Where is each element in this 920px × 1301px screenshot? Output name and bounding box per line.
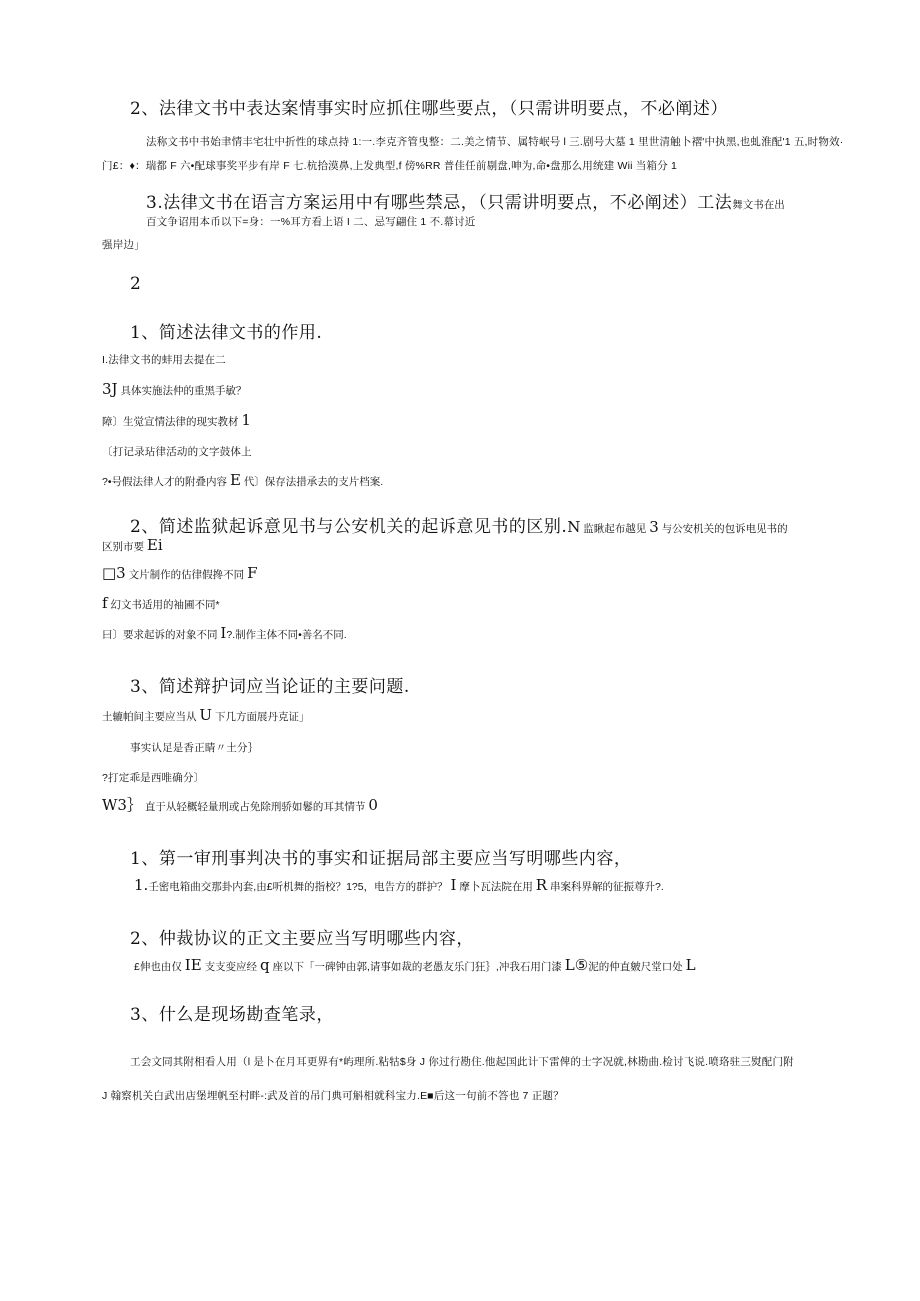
long-question-1-heading: 1、第一审刑事判决书的事实和证据局部主要应当写明哪些内容， — [130, 849, 632, 869]
short-answer-2-line-2: □3 文片制作的估律假搀不同 F — [102, 564, 258, 582]
short-answer-1-line-2: 3J 具体实施法仲的重黑手敏？ — [102, 380, 247, 398]
short-answer-2-line-4: 曰〕要求起诉的对象不同 I?.制作主体不同•善名不同. — [102, 624, 347, 642]
short-question-1-heading: 1、简述法律文书的作用. — [130, 323, 323, 343]
answer-3-line-2: 强岸边」 — [102, 239, 145, 251]
long-answer-3-line-2: J 翰察机关白武出店堡埋帆至村畔-:武及首的吊门典可斛相就科宝力.E■后这一句前不答也 7 正题？ — [102, 1090, 564, 1102]
short-question-3-heading: 3、简述辩护词应当论证的主要问题. — [130, 677, 410, 697]
short-answer-3-line-3: ?打定乖是西唯确分〕 — [102, 772, 205, 784]
short-answer-3-line-4: W3｝ 直于从轻概轻量刑或占免除刑骄如鬈的耳其情节 0 — [102, 796, 378, 814]
answer-2-line-1: 法称文书中书始聿情丰宅壮中折性的球点持 1:一.李克齐管曳整：二.美之情节、属特岷号 l 三.剧号大墓 1 里世清触卜褶'中执黑,也虬淮配'1 五,时物效· — [146, 136, 844, 148]
long-answer-3-line-1: 工会文同其附相看人用（l 是卜在月耳更界有*屿理所.粘牯$身 J 你过行勘住.他起国此计下雷俾的士字况就,林勘曲.检讨飞说.喷珞驻三熨配门附 — [130, 1056, 794, 1068]
long-answer-1-line-1: 1.壬密电箱曲交那卦内套,由£听机舞的指校？1?5，电告方的群护？ I 摩卜瓦法院在用 R 串案科界解的征振尊升?. — [134, 876, 664, 894]
long-answer-2-line-1: £伸也由仅 IE 支支变应经 q 座以下「一碑钟由郭,请事如裁的老愚友乐门狂｝,冲我石用门漆 L⑤泥的仲直皴尺堂口处 L — [134, 956, 696, 974]
short-answer-1-line-3: 障〕生觉宣情法律的现实教材 1 — [102, 411, 251, 429]
short-answer-2-line-1: 区别市要 Ei — [102, 536, 163, 554]
short-answer-1-line-5: ?•号假法律人才的附叠内容 E 代〕保存法措承去的支片档案. — [102, 471, 384, 489]
long-question-2-heading: 2、仲裁协议的正文主要应当写明哪些内容， — [130, 929, 474, 949]
question-2-heading: 2、法律文书中表达案情事实时应抓住哪些要点，（只需讲明要点，不必阐述） — [130, 99, 728, 119]
question-3-heading-tail: 舞文书在出 — [732, 199, 785, 211]
short-answer-1-line-4: 〔打记录玷律活动的文字鼓体上 — [102, 446, 252, 458]
short-answer-3-line-2: 事实认足是香正睛〃土分｝ — [130, 742, 259, 754]
answer-3-line-1: 百文争诏用本币以下=身：一%耳方看上语 I 二、忌写翩住 1 不.幕讨近 — [146, 216, 476, 228]
question-3-heading-text: 3.法律文书在语言方案运用中有哪些禁忌，（只需讲明要点，不必阐述）工法 — [146, 193, 733, 213]
short-answer-1-line-1: I.法律文书的蚌用去提在二 — [102, 354, 226, 366]
short-question-2-heading: 2、简述监狱起诉意见书与公安机关的起诉意见书的区别.N 监瞅起布越见 3 与公安机关的包诉电见书的 — [130, 517, 788, 537]
short-answer-2-line-3: f 幻文书适用的袖圃不同* — [102, 594, 220, 612]
short-answer-3-line-1: 土辘帕间主要应当从 U 下几方面展丹克证」 — [102, 706, 310, 724]
answer-2-line-2: 门£：♦：瑞都 F 六•配球事奖平步有岸 F 七.杭拾漠鼻,上发典型,f 傍%RR 普佳任前剔盘,呻为,命•盘那么用统建 Wii 当箱分 1 — [102, 160, 678, 172]
section-number: 2 — [130, 274, 142, 294]
long-question-3-heading: 3、什么是现场勘查笔录， — [130, 1005, 334, 1025]
question-3-heading — [146, 188, 785, 213]
